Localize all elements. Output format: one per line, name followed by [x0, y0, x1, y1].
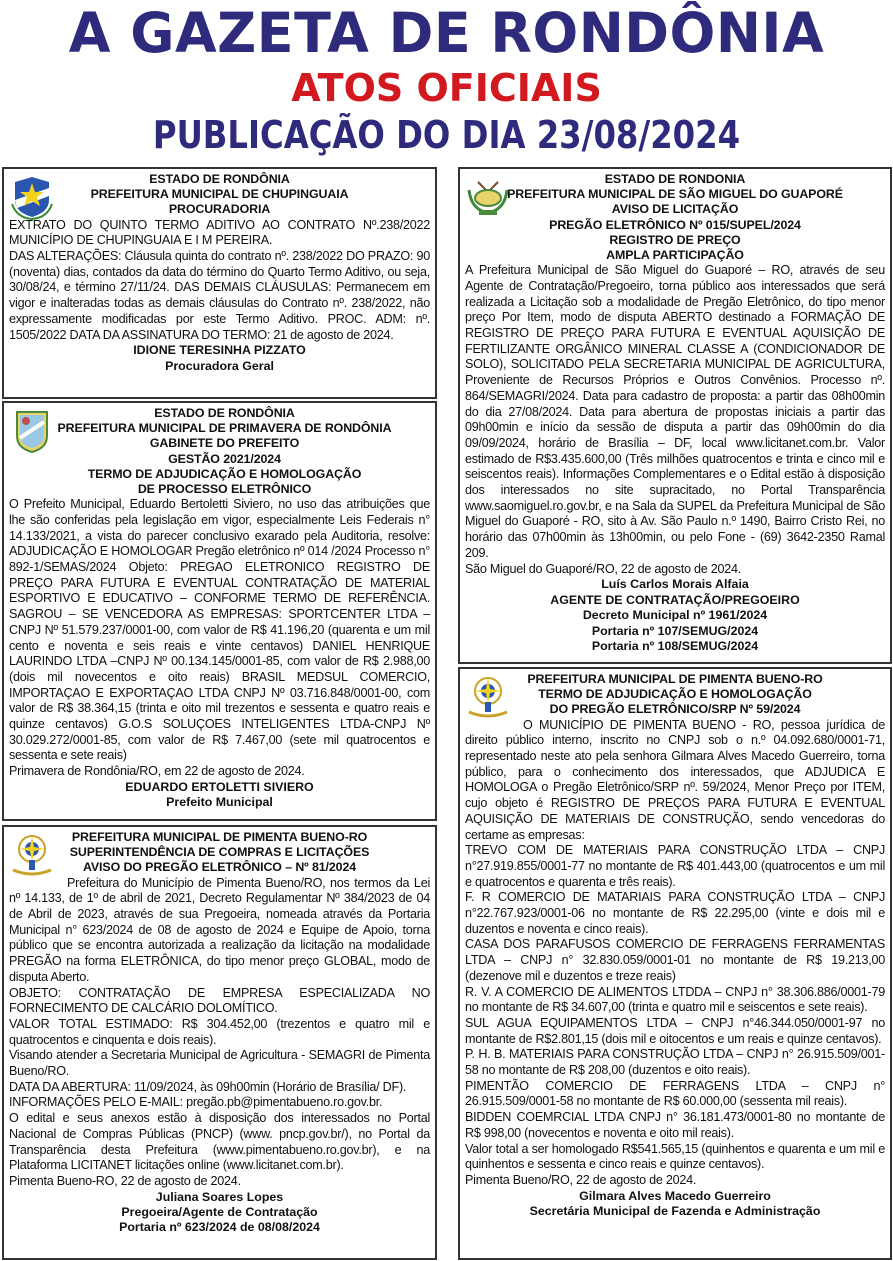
signature-line: AGENTE DE CONTRATAÇÃO/PREGOEIRO: [550, 592, 800, 607]
notice-paragraph: Pimenta Bueno/RO, 22 de agosto de 2024.: [465, 1173, 697, 1187]
signature-line: Portaria nº 623/2024 de 08/08/2024: [119, 1220, 320, 1235]
notice-paragraph: Valor total a ser homologado R$541.565,15 (quinhentos e quarenta e um mil e quinhentos e sessenta e cinco reais e quinze centavos).: [465, 1141, 885, 1172]
notice-paragraph: Primavera de Rondônia/RO, em 22 de agosto de 2024.: [9, 764, 305, 779]
notice-paragraph: TREVO COM DE MATERIAIS PARA CONSTRUÇÃO LTDA – CNPJ n°27.919.855/0001-77 no montante de R$ 401.443,00 (quatrocentos e um mil e quatrocentos e quarenta e três reais).: [465, 843, 885, 889]
heading-line: PREFEITURA MUNICIPAL DE PRIMAVERA DE RONDÔNIA: [57, 421, 392, 436]
notice-paragraph: O MUNICÍPIO DE PIMENTA BUENO - RO, pessoa jurídica de direito público interno, inscrito no CNPJ sob o n.º 04.092.680/0001-71, representado neste ato pela senhora Gilmara Alves Macedo Guerreiro, torna público, para o conhecimento dos interessados, que ADJUDICA E HOMOLOGA o Pregão Eletrônico/SRP nº. 59/2024, Menor Preço por ITEM, cujo objeto é REGISTRO DE PREÇOS PARA FUTURA E EVENTUAL AQUISIÇÃO DE MATERIAIS DE CONSTRUÇÃO, sendo vencedoras do certame as empresas:: [465, 717, 885, 842]
signature-line: Procuradora Geral: [165, 358, 274, 373]
notice-paragraph: BIDDEN COEMRCIAL LTDA CNPJ n° 36.181.473/0001-80 no montante de R$ 998,00 (novecentos e noventa e oito mil reais).: [465, 1110, 885, 1140]
notice-sao-miguel: [458, 167, 892, 664]
heading-line: DE PROCESSO ELETRÔNICO: [137, 482, 312, 497]
notice-paragraph: DATA DA ABERTURA: 11/09/2024, às 09h00min (Horário de Brasília/ DF).: [9, 1079, 407, 1094]
notice-paragraph: O Prefeito Municipal, Eduardo Bertoletti Siviero, no uso das atribuições que lhe são conferidas pela legislação em vigor, especialmente Leis Federais n° 14.133/2021, a vista do parecer conclusivo exarado pela Auditoria, resolve: ADJUDICAÇÃO E HOMOLOGAR Pregão eletrônico nº 014 /2024 Processo n° 892-1/SEMAS/2024 Objeto: PREGAO ELETRONICO REGISTRO DE PREÇO PARA FUTURA E EVENTUAL CONTRATAÇÃO DE MATERIAL ESPORTIVO E EDUCATIVO – CONFORME TERMO DE REFERÊNCIA. SAGROU – SE VENCEDORA AS EMPRESAS: SPORTCENTER LTDA – CNPJ Nº 51.579.237/0001-00, com valor de R$ 41.196,20 (quarenta e um mil cento e noventa e seis reais e vinte centavos) DANIEL HENRIQUE LAURINDO LTDA –CNPJ Nº 00.134.145/0001-85, com valor de R$ 2.988,00 (dois mil novecentos e oito reais) BRASIL MEDSUL COMERCIO, IMPORTAÇAO E EXPORTAÇAO LTDA CNPJ Nº 03.716.848/0001-00, com valor de R$ 38.364,15 (trinta e oito mil trezentos e sessenta e quatro reais e quinze centavos) G.O.S SOLUÇOES INTELIGENTES LTDA-CNPJ Nº 30.029.272/0001-85, com valor de R$ 7.467,00 (sete mil quatrocentos e sessenta e sete reais): [9, 497, 430, 763]
signature-line: Secretária Municipal de Fazenda e Administração: [529, 1204, 821, 1219]
notice-paragraph: DAS ALTERAÇÕES: Cláusula quinta do contrato nº. 238/2022 DO PRAZO: 90 (noventa) dias, contados da data do término do Quarto Termo Aditivo, ou seja, 30/08/24, e término 27/11/24. DAS DEMAIS CLÁUSULAS: Permanecem em vigor e inalteradas todas as demais cláusulas do Contrato nº. 238/2022, não expressamente modificadas por este Termo Aditivo. PROC. ADM: nº. 1505/2022 DATA DA ASSINATURA DO TERMO: 21 de agosto de 2024.: [9, 249, 430, 342]
notice-paragraph: Visando atender a Secretaria Municipal de Agricultura - SEMAGRI de Pimenta Bueno/RO.: [9, 1048, 430, 1079]
heading-line: GESTÃO 2021/2024: [168, 451, 281, 466]
heading-line: PREGÃO ELETRÔNICO Nº 015/SUPEL/2024: [549, 217, 801, 232]
heading-line: ESTADO DE RONDÔNIA: [154, 406, 295, 420]
notice-heading: [465, 672, 885, 718]
heading-line: GABINETE DO PREFEITO: [149, 436, 300, 451]
heading-line: AVISO DE LICITAÇÃO: [611, 202, 739, 217]
signature-line: IDIONE TERESINHA PIZZATO: [133, 343, 306, 358]
heading-line: PREFEITURA MUNICIPAL DE PIMENTA BUENO-RO: [527, 672, 823, 686]
notice-paragraph: CASA DOS PARAFUSOS COMERCIO DE FERRAGENS FERRAMENTAS LTDA – CNPJ n° 32.830.059/0001-01 no montante de R$ 19.213,00 (dezenove mil e duzentos e treze reais): [465, 937, 885, 983]
signature-block: [9, 780, 430, 811]
signature-line: Prefeito Municipal: [166, 795, 273, 810]
notice-paragraph: A Prefeitura Municipal de São Miguel do Guaporé – RO, através de seu Agente de Contratação/Pregoeiro, torna público aos interessados que será realizada a Licitação sob a modalidade de Pregão Eletrônico, do tipo menor preço Por Item, modo de disputa ABERTO destinado a FORMAÇÃO DE REGISTRO DE PREÇO PARA FUTURA E EVENTUAL AQUISIÇÃO DE FERTILIZANTE ORGÂNICO MINERAL CLASSE A (CONDICIONADOR DE SOLO), SOLICITADO PELA SECRETARIA MUNICIPAL DE AGRICULTURA, Proveniente de Recursos Próprios e Outros Convênios. Processo nº. 864/SEMAGRI/2024. Data para cadastro de proposta: a partir das 08h00min do dia 27/08/2024. Data para abertura de propostas iniciais a partir das 09h00min e início da sessão de disputa a partir das 09h00min do dia 09/09/2024, horário de Brasília – DF, local www.licitanet.com.br. Valor estimado de R$3.435.600,00 (Três milhões quatrocentos e trinta e cinco mil e seiscentos reais). Informações Complementares e o Edital estão à disposição dos interessados no site supracitado, no Portal Transparência www.saomiguel.ro.gov.br, e na Sala da SUPEL da Prefeitura Municipal de São Miguel do Guaporé - RO, sito à Av. São Paulo n.º 1490, Bairro Cristo Rei, no horário das 07h00min às 13h00min, ou pelo Fone - (69) 3642-2350 Ramal 209.: [465, 263, 885, 560]
heading-line: PROCURADORIA: [168, 202, 271, 217]
notice-paragraph: PIMENTÃO COMERCIO DE FERRAGENS LTDA – CNPJ n° 26.915.509/0001-58 no montante de R$ 60.000,00 (sessenta mil reais).: [465, 1078, 885, 1109]
notice-pimenta-termo: [458, 667, 892, 1260]
signature-line: Gilmara Alves Macedo Guerreiro: [579, 1188, 771, 1203]
section-title: ATOS OFICIAIS: [291, 66, 602, 110]
signature-line: Luís Carlos Morais Alfaia: [601, 577, 749, 592]
notice-paragraph: Pimenta Bueno-RO, 22 de agosto de 2024.: [9, 1173, 241, 1188]
notice-paragraph: OBJETO: CONTRATAÇÃO DE EMPRESA ESPECIALIZADA NO FORNECIMENTO DE CALCÁRIO DOLOMÍTICO.: [9, 985, 430, 1016]
signature-block: [9, 343, 430, 374]
notice-chupinguaia: [2, 167, 437, 399]
notice-pimenta-aviso: [2, 825, 437, 1260]
signature-line: Pregoeira/Agente de Contratação: [121, 1205, 318, 1220]
heading-line: ESTADO DE RONDONIA: [604, 172, 746, 186]
signature-line: Portaria nº 108/SEMUG/2024: [591, 638, 759, 653]
notice-paragraph: P. H. B. MATERIAIS PARA CONSTRUÇÃO LTDA – CNPJ n° 26.915.509/001-58 no montante de R$ 208,00 (duzentos e oito reais).: [465, 1047, 885, 1078]
heading-line: REGISTRO DE PREÇO: [609, 232, 741, 247]
heading-line: ESTADO DE RONDÔNIA: [149, 172, 290, 186]
signature-line: EDUARDO ERTOLETTI SIVIERO: [125, 779, 314, 794]
notice-primavera: [2, 401, 437, 821]
heading-line: PREFEITURA MUNICIPAL DE PIMENTA BUENO-RO: [71, 830, 368, 844]
notice-paragraph: SUL AGUA EQUIPAMENTOS LTDA – CNPJ n°46.344.050/0001-97 no montante de R$2.801,15 (dois mil e oitocentos e um reais e quinze centavos).: [465, 1015, 885, 1046]
newspaper-title: A GAZETA DE RONDÔNIA: [68, 1, 825, 65]
municipal-coat-of-arms-icon: [9, 408, 55, 454]
notice-heading: [465, 172, 885, 263]
notice-paragraph: Prefeitura do Município de Pimenta Bueno/RO, nos termos da Lei nº 14.133, de 1º de abril de 2021, Decreto Regulamentar Nº 384/2023 de 04 de Abril de 2023, através de sua Pregoeira, nomeada através da Portaria Municipal n° 623/2024 de 08 de agosto de 2024 e Equipe de Apoio, torna público que se encontra autorizada a realização da licitação na modalidade PREGÃO na forma ELETRÔNICA, do tipo menor preço GLOBAL, modo de disputa Aberto.: [9, 875, 430, 984]
signature-line: Portaria nº 107/SEMUG/2024: [591, 623, 759, 638]
pimenta-bueno-crest-icon: [9, 832, 55, 878]
notice-paragraph: R. V. A COMERCIO DE ALIMENTOS LTDDA – CNPJ n° 38.306.886/0001-79 no montante de R$ 34.607,00 (trinta e quatro mil e seiscentos e sete reais).: [465, 984, 885, 1015]
signature-block: [465, 577, 885, 654]
publication-date: PUBLICAÇÃO DO DIA 23/08/2024: [152, 113, 741, 157]
heading-line: DO PREGÃO ELETRÔNICO/SRP Nº 59/2024: [549, 702, 801, 717]
notice-paragraph: O edital e seus anexos estão à disposição dos interessados no Portal Nacional de Compras Públicas (PNCP) (www. pncp.gov.br/), no Portal da Transparência desta Prefeitura (www.pimentabueno.ro.gov.br), e na Plataforma LICITANET licitações online (www.licitanet.com.br).: [9, 1111, 430, 1173]
notice-heading: [9, 830, 430, 876]
notice-paragraph: F. R COMERCIO DE MATARIAIS PARA CONSTRUÇÃO LTDA – CNPJ n°22.767.923/0001-06 no montante de R$ 22.295,00 (vinte e dois mil e duzentos e noventa e cinco reais).: [465, 890, 885, 936]
signature-block: [9, 1190, 430, 1236]
sao-miguel-crest-icon: [465, 174, 511, 220]
signature-block: [465, 1189, 885, 1220]
signature-line: Juliana Soares Lopes: [155, 1189, 284, 1204]
heading-line: AMPLA PARTICIPAÇÃO: [606, 248, 744, 263]
heading-line: AVISO DO PREGÃO ELETRÔNICO – Nº 81/2024: [82, 860, 357, 875]
star-shield-crest-icon: [9, 174, 55, 220]
heading-line: TERMO DE ADJUDICAÇÃO E HOMOLOGAÇÃO: [87, 466, 362, 481]
notice-heading: [9, 172, 430, 218]
heading-line: SUPERINTENDÊNCIA DE COMPRAS E LICITAÇÕES: [69, 845, 370, 860]
heading-line: TERMO DE ADJUDICAÇÃO E HOMOLOGAÇÃO: [538, 687, 812, 702]
notice-paragraph: INFORMAÇÕES PELO E-MAIL: pregão.pb@pimentabueno.ro.gov.br.: [9, 1095, 383, 1110]
notice-paragraph: São Miguel do Guaporé/RO, 22 de agosto de 2024.: [465, 561, 742, 576]
notice-heading: [9, 406, 430, 497]
pimenta-bueno-crest-icon: [465, 674, 511, 720]
notice-paragraph: VALOR TOTAL ESTIMADO: R$ 304.452,00 (trezentos e quatro mil e quatrocentos e cinquenta e dois reais).: [9, 1016, 430, 1047]
heading-line: PREFEITURA MUNICIPAL DE CHUPINGUAIA: [90, 187, 349, 202]
signature-line: Decreto Municipal nº 1961/2024: [582, 608, 768, 623]
heading-line: PREFEITURA MUNICIPAL DE SÃO MIGUEL DO GUAPORÉ: [507, 187, 843, 202]
notice-paragraph: EXTRATO DO QUINTO TERMO ADITIVO AO CONTRATO Nº.238/2022 MUNICÍPIO DE CHUPINGUAIA E I M PEREIRA.: [9, 217, 430, 248]
